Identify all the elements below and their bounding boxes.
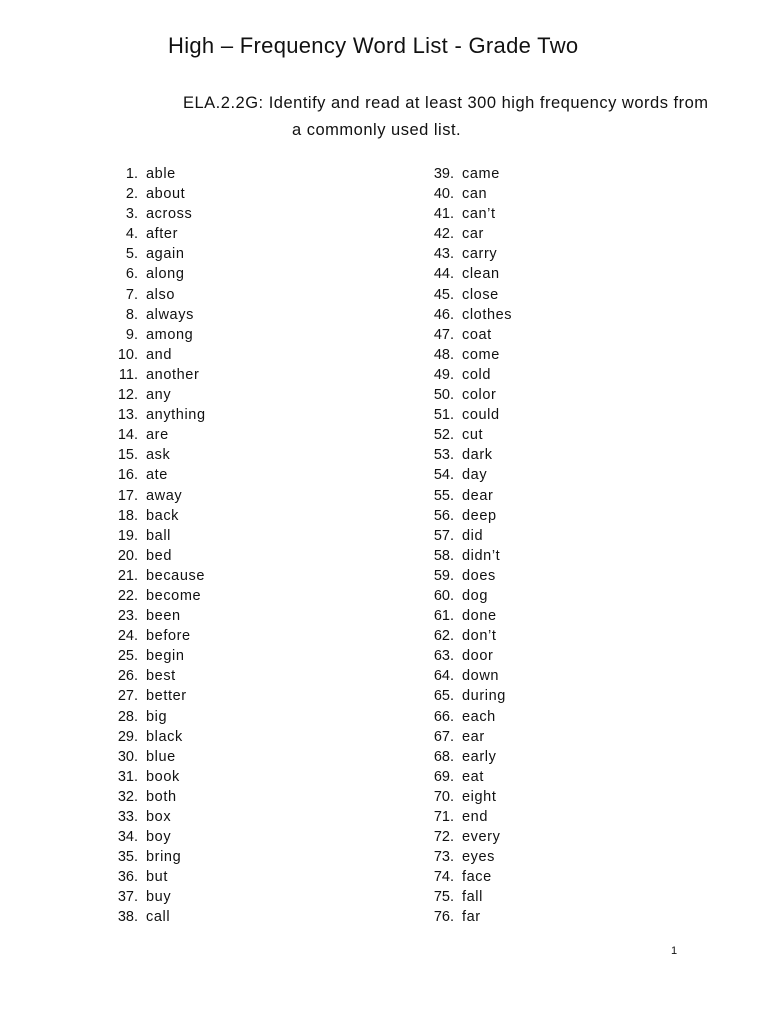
word-number: 45. — [433, 286, 454, 303]
word-list-item — [420, 365, 491, 385]
word-number: 30. — [117, 748, 138, 765]
word-text: could — [462, 407, 500, 424]
word-list-item — [420, 887, 483, 907]
word-text: does — [462, 567, 496, 584]
word-number: 44. — [433, 266, 454, 283]
word-text: close — [462, 286, 499, 303]
word-number: 27. — [117, 688, 138, 705]
word-text: color — [462, 387, 497, 404]
word-text: car — [462, 226, 484, 243]
word-number: 52. — [433, 427, 454, 444]
word-text: call — [146, 909, 171, 926]
word-list-item — [104, 767, 180, 787]
word-list-item — [104, 586, 202, 606]
word-number: 15. — [117, 447, 138, 464]
word-list-item — [420, 325, 492, 345]
word-text: among — [146, 326, 194, 343]
word-text: begin — [146, 648, 185, 665]
word-text: because — [146, 567, 206, 584]
word-list-item — [104, 707, 168, 727]
word-list-item — [104, 546, 172, 566]
word-list-item — [420, 345, 500, 365]
word-text: can’t — [462, 206, 496, 223]
word-number: 51. — [433, 407, 454, 424]
word-number: 64. — [433, 668, 454, 685]
word-list-item — [420, 184, 488, 204]
word-number: 28. — [117, 708, 138, 725]
word-text: eat — [462, 768, 484, 785]
word-number: 62. — [433, 628, 454, 645]
word-text: better — [146, 688, 187, 705]
word-number: 75. — [433, 889, 454, 906]
word-text: big — [146, 708, 168, 725]
word-text: during — [462, 688, 506, 705]
word-number: 32. — [117, 788, 138, 805]
word-text: are — [146, 427, 169, 444]
word-number: 25. — [117, 648, 138, 665]
word-number: 67. — [433, 728, 454, 745]
word-number: 43. — [433, 246, 454, 263]
word-text: another — [146, 366, 200, 383]
word-text: fall — [462, 889, 483, 906]
word-list-item — [420, 787, 497, 807]
word-list-item — [104, 606, 181, 626]
word-number: 65. — [433, 688, 454, 705]
word-number: 13. — [117, 407, 138, 424]
word-list-left-column — [104, 164, 206, 928]
word-text: before — [146, 628, 191, 645]
word-list-item — [104, 887, 172, 907]
word-list-item — [104, 807, 172, 827]
page-title: High – Frequency Word List - Grade Two — [168, 33, 579, 58]
word-number: 55. — [433, 487, 454, 504]
word-number: 72. — [433, 829, 454, 846]
word-number: 53. — [433, 447, 454, 464]
word-list-item — [420, 164, 500, 184]
word-number: 60. — [433, 587, 454, 604]
word-list-item — [104, 907, 171, 927]
word-number: 5. — [125, 246, 138, 263]
word-text: bring — [146, 849, 182, 866]
word-number: 40. — [433, 186, 454, 203]
word-number: 8. — [125, 306, 138, 323]
word-number: 35. — [117, 849, 138, 866]
word-number: 57. — [433, 527, 454, 544]
word-list-right-column — [420, 164, 513, 928]
word-number: 6. — [125, 266, 138, 283]
word-number: 50. — [433, 387, 454, 404]
word-number: 24. — [117, 628, 138, 645]
word-list-item — [420, 586, 488, 606]
word-number: 66. — [433, 708, 454, 725]
word-list-item — [104, 666, 176, 686]
word-list-item — [104, 847, 182, 867]
word-list-item — [104, 164, 176, 184]
word-text: best — [146, 668, 176, 685]
page-number: 1 — [671, 945, 678, 957]
word-list-item — [104, 184, 186, 204]
word-text: along — [146, 266, 185, 283]
word-number: 47. — [433, 326, 454, 343]
word-number: 46. — [433, 306, 454, 323]
word-number: 56. — [433, 507, 454, 524]
word-list-item — [104, 385, 172, 405]
word-list-item — [420, 405, 500, 425]
word-number: 37. — [117, 889, 138, 906]
word-number: 11. — [118, 366, 138, 383]
word-text: always — [146, 306, 194, 323]
word-number: 22. — [117, 587, 138, 604]
word-list-item — [104, 405, 206, 425]
word-text: after — [146, 226, 179, 243]
word-list-item — [420, 867, 492, 887]
word-list-item — [104, 867, 168, 887]
word-number: 39. — [433, 166, 454, 182]
word-text: didn’t — [462, 547, 501, 564]
word-text: carry — [462, 246, 498, 263]
word-number: 19. — [117, 527, 138, 544]
word-number: 54. — [433, 467, 454, 484]
word-text: also — [146, 286, 175, 303]
word-list-item — [420, 747, 497, 767]
word-number: 71. — [433, 809, 454, 825]
word-text: black — [146, 728, 183, 745]
word-list-item — [420, 727, 485, 747]
word-text: end — [462, 809, 488, 825]
word-number: 2. — [125, 186, 138, 203]
word-text: came — [462, 166, 500, 182]
word-number: 61. — [433, 608, 454, 625]
word-list-item — [420, 666, 500, 686]
word-list-item — [104, 264, 185, 284]
word-list-item — [420, 646, 494, 666]
word-number: 23. — [117, 608, 138, 625]
word-text: any — [146, 387, 172, 404]
word-number: 1. — [125, 166, 138, 182]
word-list-item — [420, 566, 496, 586]
word-list-item — [420, 506, 497, 526]
word-text: able — [146, 166, 176, 182]
word-text: been — [146, 608, 181, 625]
word-text: face — [462, 869, 492, 886]
word-list-item — [420, 847, 496, 867]
word-list-item — [104, 506, 180, 526]
word-list-item — [104, 827, 172, 847]
word-list-item — [420, 224, 484, 244]
word-number: 73. — [433, 849, 454, 866]
word-text: clothes — [462, 306, 513, 323]
word-number: 20. — [117, 547, 138, 564]
word-text: cold — [462, 366, 491, 383]
word-text: ear — [462, 728, 485, 745]
word-list-item — [104, 686, 187, 706]
word-list-item — [420, 907, 481, 927]
word-list-item — [104, 465, 168, 485]
word-text: dog — [462, 587, 488, 604]
word-list-item — [420, 827, 501, 847]
word-text: done — [462, 608, 497, 625]
word-number: 76. — [433, 909, 454, 926]
word-text: away — [146, 487, 183, 504]
word-text: again — [146, 246, 185, 263]
word-number: 63. — [433, 648, 454, 665]
word-list-item — [420, 546, 501, 566]
word-list-item — [420, 686, 506, 706]
word-text: both — [146, 788, 177, 805]
word-list-item — [104, 244, 185, 264]
word-text: eyes — [462, 849, 496, 866]
word-text: eight — [462, 788, 497, 805]
word-text: each — [462, 708, 496, 725]
word-number: 26. — [117, 668, 138, 685]
word-list-item — [104, 526, 171, 546]
word-list-item — [104, 365, 200, 385]
word-text: ball — [146, 527, 171, 544]
word-number: 17. — [117, 487, 138, 504]
word-number: 68. — [433, 748, 454, 765]
word-list-item — [104, 204, 193, 224]
word-list-item — [104, 566, 206, 586]
word-list-item — [104, 305, 194, 325]
word-list-item — [104, 787, 177, 807]
word-text: blue — [146, 748, 176, 765]
word-number: 33. — [117, 809, 138, 825]
word-text: and — [146, 346, 172, 363]
word-number: 48. — [433, 346, 454, 363]
word-text: coat — [462, 326, 492, 343]
word-number: 42. — [433, 226, 454, 243]
word-text: can — [462, 186, 488, 203]
word-list-item — [104, 486, 183, 506]
word-text: every — [462, 829, 501, 846]
standard-description-line-2: a commonly used list. — [292, 121, 462, 139]
word-list-item — [104, 445, 171, 465]
word-list-item — [420, 707, 496, 727]
word-number: 70. — [433, 788, 454, 805]
word-text: back — [146, 507, 180, 524]
word-number: 21. — [117, 567, 138, 584]
word-list-item — [420, 526, 484, 546]
word-text: ate — [146, 467, 168, 484]
word-text: about — [146, 186, 186, 203]
word-list-item — [420, 305, 513, 325]
word-list-item — [420, 445, 493, 465]
word-number: 49. — [433, 366, 454, 383]
word-number: 10. — [117, 346, 138, 363]
word-list-item — [104, 345, 172, 365]
word-text: early — [462, 748, 497, 765]
word-number: 14. — [117, 427, 138, 444]
word-number: 29. — [117, 728, 138, 745]
word-number: 74. — [433, 869, 454, 886]
word-text: come — [462, 346, 500, 363]
word-text: door — [462, 648, 494, 665]
word-text: anything — [146, 407, 206, 424]
word-text: across — [146, 206, 193, 223]
word-number: 16. — [117, 467, 138, 484]
word-list-item — [420, 465, 488, 485]
word-number: 59. — [433, 567, 454, 584]
word-text: day — [462, 467, 488, 484]
word-text: down — [462, 668, 500, 685]
word-list-item — [104, 747, 176, 767]
word-number: 36. — [117, 869, 138, 886]
word-number: 41. — [433, 206, 454, 223]
word-list-item — [104, 646, 185, 666]
word-list-item — [420, 264, 500, 284]
word-number: 18. — [117, 507, 138, 524]
word-number: 69. — [433, 768, 454, 785]
standard-description-line-1: ELA.2.2G: Identify and read at least 300 high frequency words from — [183, 94, 709, 112]
word-number: 9. — [125, 326, 138, 343]
word-number: 3. — [125, 206, 138, 223]
word-text: did — [462, 527, 484, 544]
word-text: dear — [462, 487, 494, 504]
word-number: 38. — [117, 909, 138, 926]
word-number: 12. — [117, 387, 138, 404]
word-list-item — [420, 285, 499, 305]
word-list-item — [104, 727, 183, 747]
word-list-item — [420, 486, 494, 506]
word-text: far — [462, 909, 481, 926]
word-list-item — [420, 626, 497, 646]
word-list-item — [104, 325, 194, 345]
word-text: but — [146, 869, 168, 886]
word-list-item — [420, 606, 497, 626]
word-text: cut — [462, 427, 484, 444]
word-text: dark — [462, 447, 493, 464]
word-number: 7. — [125, 286, 138, 303]
word-text: ask — [146, 447, 171, 464]
word-number: 4. — [125, 226, 138, 243]
word-list-item — [104, 285, 175, 305]
word-list-item — [420, 204, 496, 224]
word-list-item — [104, 224, 179, 244]
word-list-item — [104, 425, 169, 445]
word-text: box — [146, 809, 172, 825]
word-text: don’t — [462, 628, 497, 645]
word-text: deep — [462, 507, 497, 524]
word-list-item — [104, 626, 191, 646]
word-list-item — [420, 244, 498, 264]
word-list-item — [420, 425, 484, 445]
word-number: 34. — [117, 829, 138, 846]
word-text: book — [146, 768, 180, 785]
word-list-item — [420, 807, 488, 827]
word-text: bed — [146, 547, 172, 564]
word-text: clean — [462, 266, 500, 283]
word-list-item — [420, 767, 484, 787]
word-text: become — [146, 587, 202, 604]
word-number: 31. — [117, 768, 138, 785]
word-text: boy — [146, 829, 172, 846]
word-list-item — [420, 385, 497, 405]
word-text: buy — [146, 889, 172, 906]
word-number: 58. — [433, 547, 454, 564]
